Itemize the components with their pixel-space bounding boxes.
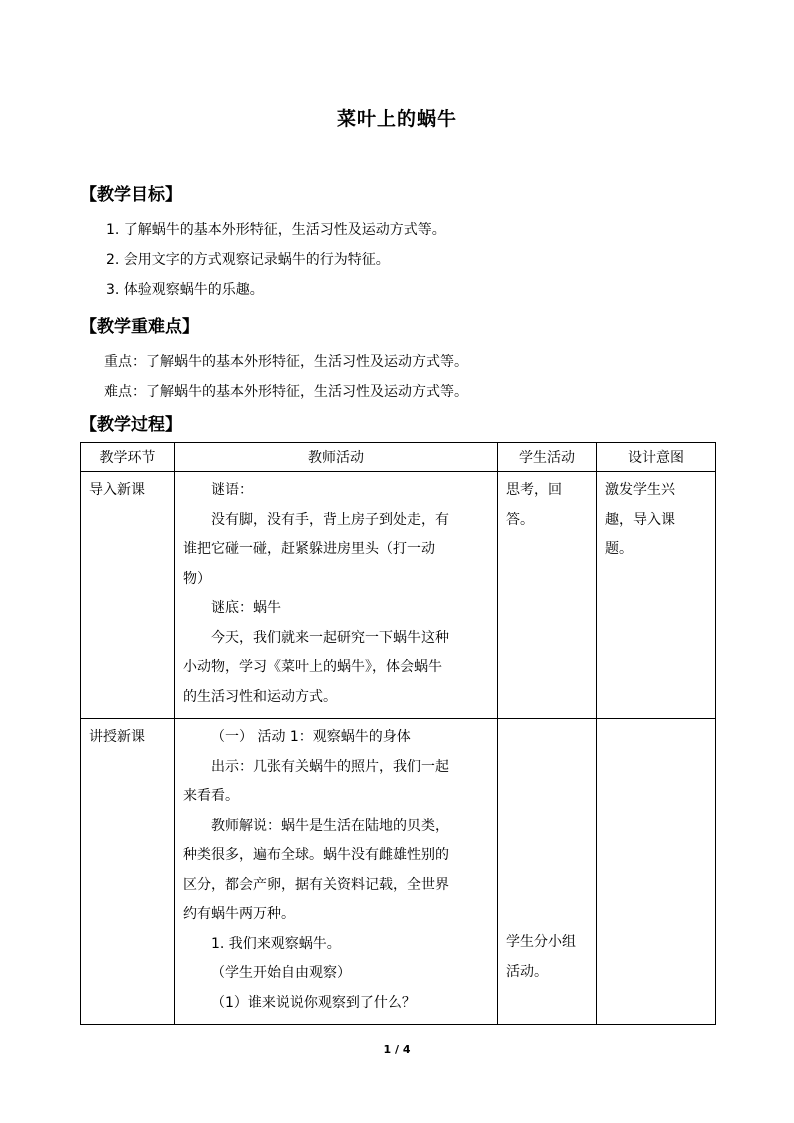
table-row xyxy=(81,472,716,719)
column-header: 教师活动 xyxy=(175,443,498,472)
teacher-line: 小动物，学习《菜叶上的蜗牛》，体会蜗牛 xyxy=(183,659,442,675)
stage-cell xyxy=(81,719,175,1025)
keypoint-item: 难点：了解蜗牛的基本外形特征，生活习性及运动方式等。 xyxy=(104,384,468,400)
teacher-line: 种类很多，遍布全球。蜗牛没有雌雄性别的 xyxy=(183,847,449,863)
student-activity-cell xyxy=(498,719,597,1025)
teacher-line: 谜底：蜗牛 xyxy=(211,600,281,616)
teacher-line: （学生开始自由观察） xyxy=(211,965,351,981)
teacher-line: 谜语： xyxy=(211,482,253,498)
teacher-line: 区分，都会产卵，据有关资料记载，全世界 xyxy=(183,876,449,893)
student-line: 答。 xyxy=(506,511,534,528)
column-header: 教学环节 xyxy=(81,443,175,472)
column-header: 学生活动 xyxy=(498,443,597,472)
page-number: 1 / 4 xyxy=(383,1043,411,1056)
student-line: 学生分小组 xyxy=(506,934,576,950)
stage-label: 讲授新课 xyxy=(89,729,145,745)
teacher-line: 1. 我们来观察蜗牛。 xyxy=(211,935,341,952)
teacher-line: 来看看。 xyxy=(183,788,239,804)
teacher-line: （1）谁来说说你观察到了什么？ xyxy=(211,994,416,1011)
design-intent-cell xyxy=(597,719,716,1025)
teacher-line: 教师解说：蜗牛是生活在陆地的贝类， xyxy=(211,817,449,834)
stage-cell xyxy=(81,472,175,719)
student-line: 思考，回 xyxy=(506,482,562,498)
process-table xyxy=(80,442,716,1025)
student-line: 活动。 xyxy=(506,963,548,980)
goal-item: 2. 会用文字的方式观察记录蜗牛的行为特征。 xyxy=(106,252,390,268)
intent-line: 趣，导入课 xyxy=(605,511,675,528)
goal-item: 3. 体验观察蜗牛的乐趣。 xyxy=(106,282,264,298)
teacher-line: 物） xyxy=(183,570,211,587)
teacher-line: 没有脚，没有手，背上房子到处走，有 xyxy=(211,511,449,528)
intent-line: 题。 xyxy=(605,541,633,557)
goals-heading: 【教学目标】 xyxy=(80,185,182,205)
keypoints-heading: 【教学重难点】 xyxy=(80,317,199,337)
teacher-line: 约有蜗牛两万种。 xyxy=(183,906,295,922)
goal-item: 1. 了解蜗牛的基本外形特征，生活习性及运动方式等。 xyxy=(106,222,446,238)
table-row xyxy=(81,719,716,1025)
stage-label: 导入新课 xyxy=(89,482,145,498)
column-header: 设计意图 xyxy=(597,443,716,472)
process-heading: 【教学过程】 xyxy=(80,415,182,435)
teacher-activity-cell xyxy=(175,472,498,719)
keypoint-item: 重点：了解蜗牛的基本外形特征，生活习性及运动方式等。 xyxy=(104,354,468,370)
teacher-activity-cell xyxy=(175,719,498,1025)
teacher-line: 今天，我们就来一起研究一下蜗牛这种 xyxy=(211,629,449,646)
teacher-line: 的生活习性和运动方式。 xyxy=(183,688,337,705)
intent-line: 激发学生兴 xyxy=(605,482,675,498)
teacher-line: （一） 活动 1：观察蜗牛的身体 xyxy=(211,729,411,745)
teacher-line: 谁把它碰一碰，赶紧躲进房里头（打一动 xyxy=(183,541,435,557)
student-activity-cell xyxy=(498,472,597,719)
document-title: 菜叶上的蜗牛 xyxy=(336,108,457,130)
table-header-row xyxy=(81,443,716,472)
teacher-line: 出示：几张有关蜗牛的照片，我们一起 xyxy=(211,758,449,775)
design-intent-cell xyxy=(597,472,716,719)
